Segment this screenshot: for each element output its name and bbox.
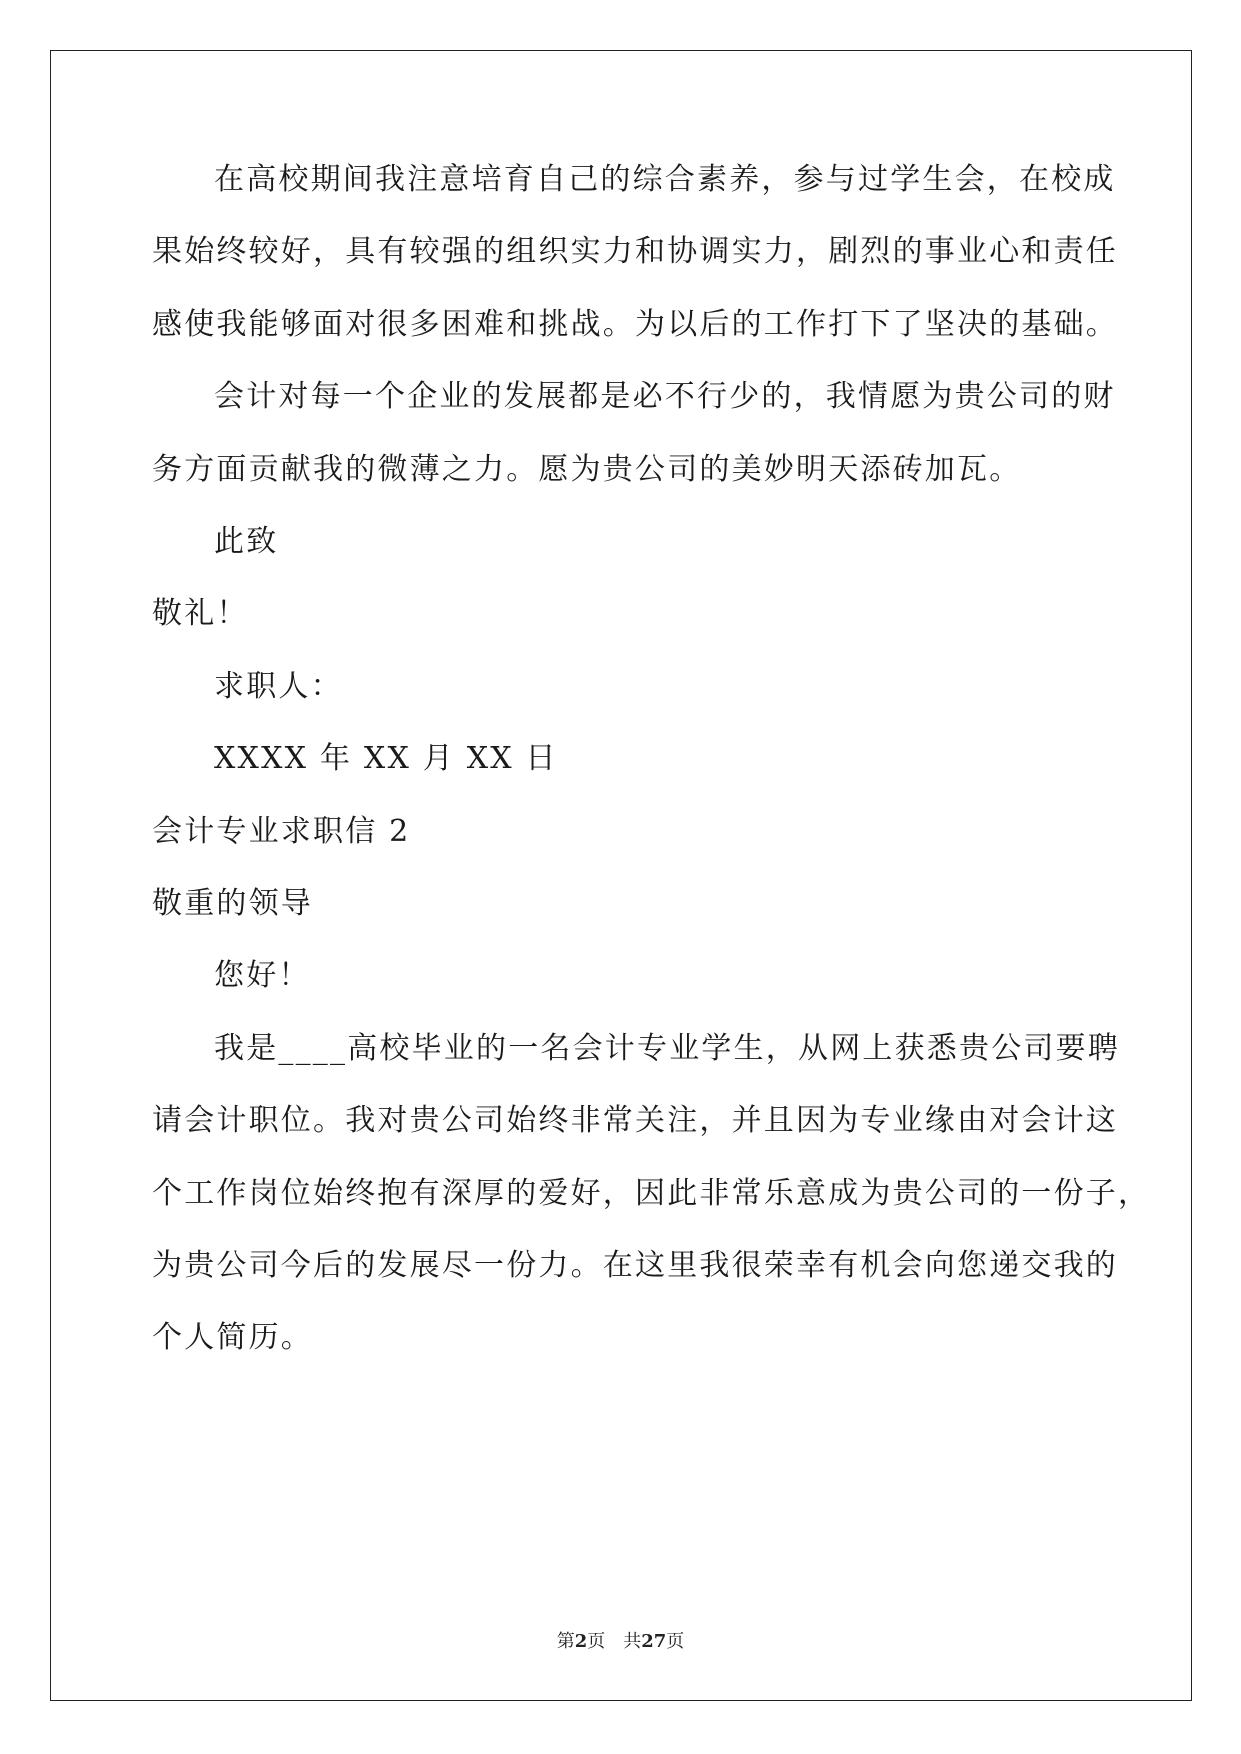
paragraph-line: 果始终较好，具有较强的组织实力和协调实力，剧烈的事业心和责任 <box>152 234 1118 269</box>
paragraph-line: 为贵公司今后的发展尽一份力。在这里我很荣幸有机会向您递交我的 <box>152 1248 1118 1283</box>
salutation-line: 敬礼！ <box>152 596 249 631</box>
greeting-line: 您好！ <box>214 958 311 993</box>
greeting-recipient: 敬重的领导 <box>152 886 313 921</box>
paragraph-line: 会计对每一个企业的发展都是必不行少的，我情愿为贵公司的财 <box>214 379 1116 414</box>
paragraph-line: 务方面贡献我的微薄之力。愿为贵公司的美妙明天添砖加瓦。 <box>152 452 1022 487</box>
total-suffix: 页 <box>666 1631 685 1652</box>
paragraph-line: 在高校期间我注意培育自己的综合素养，参与过学生会，在校成 <box>214 162 1116 197</box>
page-prefix: 第 <box>556 1631 575 1652</box>
page-border <box>50 50 1192 1701</box>
paragraph-line: 个工作岗位始终抱有深厚的爱好，因此非常乐意成为贵公司的一份子， <box>152 1176 1151 1211</box>
paragraph-line: 感使我能够面对很多困难和挑战。为以后的工作打下了坚决的基础。 <box>152 307 1118 342</box>
paragraph-line: 个人简历。 <box>152 1320 313 1355</box>
applicant-line: 求职人： <box>214 669 343 704</box>
total-prefix: 共 <box>623 1631 642 1652</box>
paragraph-line: 我是____高校毕业的一名会计专业学生，从网上获悉贵公司要聘 <box>214 1031 1120 1066</box>
paragraph-line: 请会计职位。我对贵公司始终非常关注，并且因为专业缘由对会计这 <box>152 1103 1118 1138</box>
current-page-number: 2 <box>574 1631 588 1652</box>
date-line: XXXX 年 XX 月 XX 日 <box>214 741 558 776</box>
total-page-count: 27 <box>641 1631 667 1652</box>
page-suffix: 页 <box>587 1631 606 1652</box>
section-title: 会计专业求职信 2 <box>152 814 411 849</box>
page-footer <box>0 1627 1241 1653</box>
closing-line: 此致 <box>214 524 279 559</box>
